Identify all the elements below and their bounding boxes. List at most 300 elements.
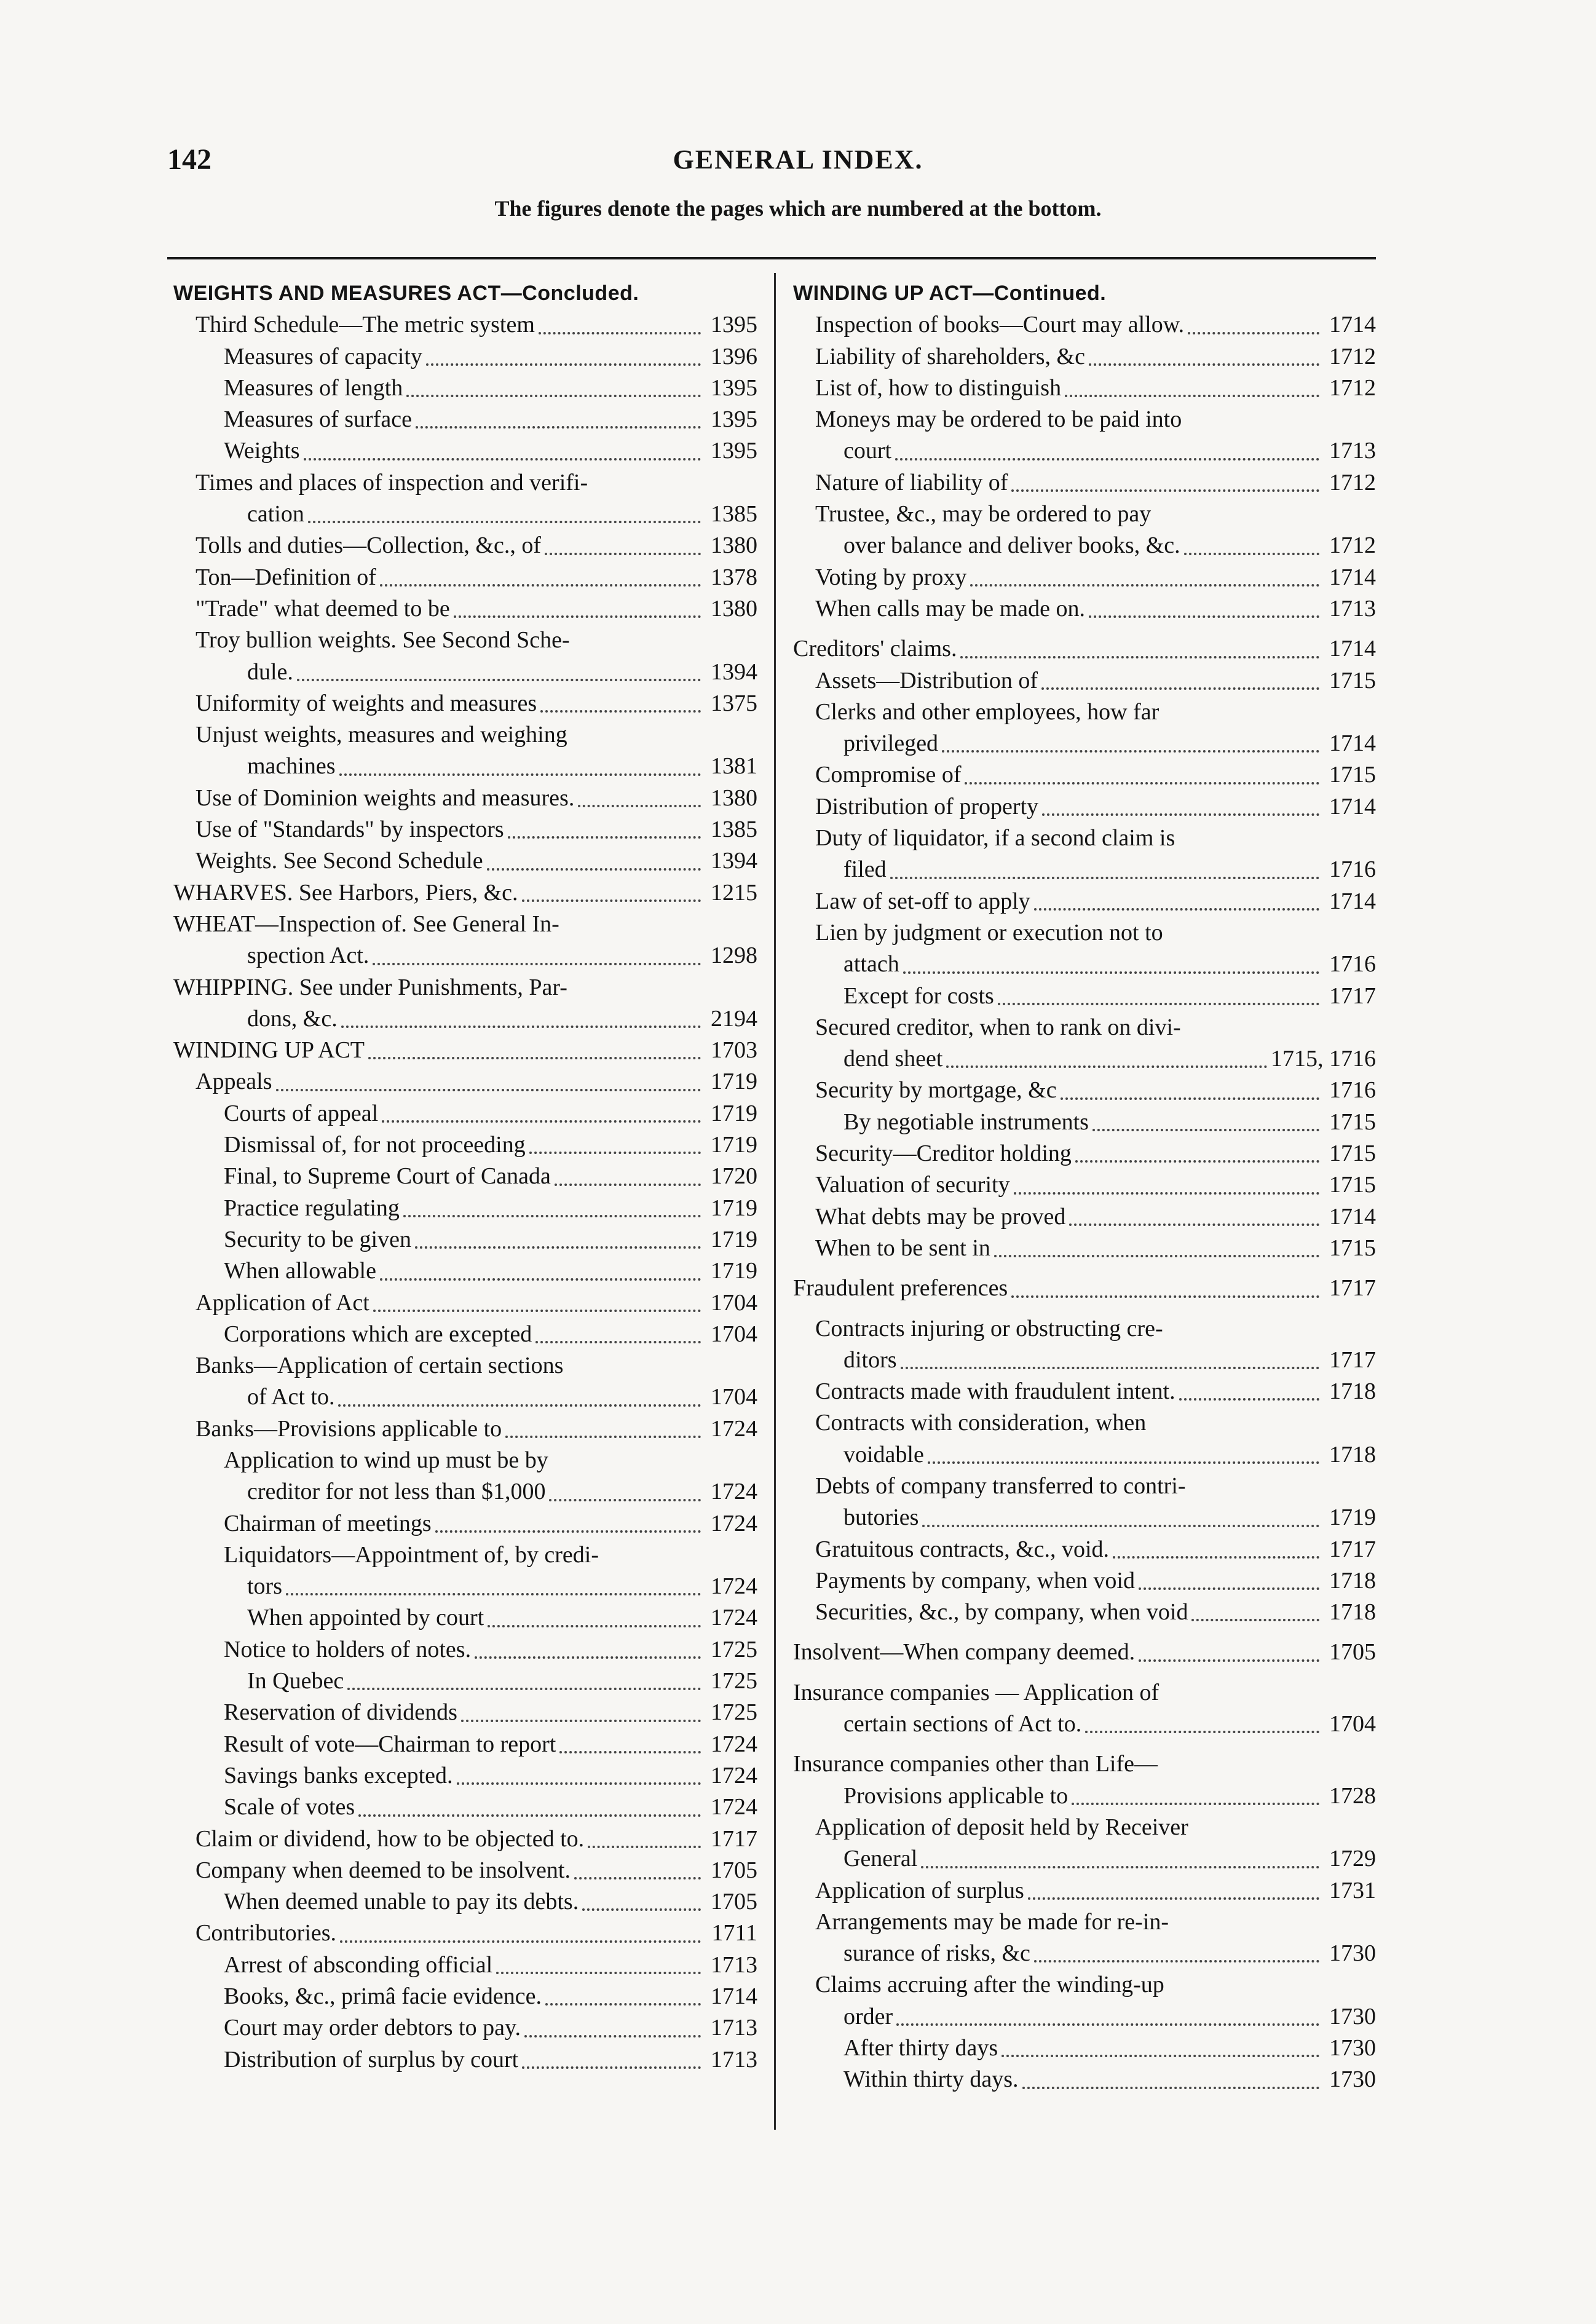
dot-leader [416,426,701,429]
entry-text: "Trade" what deemed to be [196,595,450,622]
page-reference: 1731 [1329,1877,1376,1903]
page-reference: 1705 [1329,1639,1376,1666]
entry-text: Company when deemed to be insolvent. [196,1857,571,1883]
dot-leader [578,805,701,807]
entry-text: Contracts with consideration, when [815,1410,1147,1436]
index-entry [173,1508,757,1539]
dot-leader [1139,1659,1319,1662]
index-entry [793,1969,1376,2001]
entry-text: Compromise of [815,762,962,788]
entry-text: Tolls and duties—Collection, &c., of [196,532,541,559]
index-entry [173,814,757,845]
dot-leader [358,1814,701,1817]
dot-leader [942,750,1319,753]
dot-leader [1092,1129,1319,1131]
index-entry [793,665,1376,697]
entry-text: over balance and deliver books, &c. [843,532,1180,559]
entry-text: Arrangements may be made for re-in- [815,1908,1169,1935]
index-entry [173,373,757,404]
index-entry [793,633,1376,665]
entry-text: Liability of shareholders, &c [815,343,1085,370]
entry-text: Fraudulent preferences [793,1275,1008,1302]
index-entry [173,1003,757,1035]
index-entry [173,1760,757,1792]
entry-text: order [843,2003,893,2030]
index-entry [793,467,1376,499]
dot-leader [435,1530,701,1533]
page-reference: 1705 [711,1857,757,1883]
dot-leader [1139,1587,1319,1590]
entry-text: Contracts made with fraudulent intent. [815,1378,1175,1405]
index-entry [793,1843,1376,1875]
index-entry [173,2012,757,2044]
page-reference: 1715 [1329,667,1376,694]
dot-leader [341,1026,701,1028]
entry-text: Use of "Standards" by inspectors [196,816,504,843]
index-entry [793,1376,1376,1407]
page-reference: 1215 [711,879,757,906]
page-reference: 1715 [1329,762,1376,788]
dot-leader [1191,1619,1319,1621]
page-reference: 1719 [1329,1504,1376,1531]
entry-text: Securities, &c., by company, when void [815,1599,1188,1626]
index-entry [173,1224,757,1255]
entry-text: Corporations which are excepted [224,1321,532,1347]
page-reference: 1725 [711,1636,757,1662]
entry-text: Dismissal of, for not proceeding [224,1132,526,1158]
dot-leader [1075,1160,1319,1163]
dot-leader [380,1278,701,1281]
page-reference: 1719 [711,1195,757,1221]
entry-text: ditors [843,1346,897,1373]
page-reference: 1395 [711,438,757,464]
entry-text: Security—Creditor holding [815,1140,1072,1167]
dot-leader [545,553,701,555]
index-entry [173,1634,757,1666]
dot-leader [559,1751,701,1753]
dot-leader [505,1436,701,1438]
dot-leader [403,1215,701,1217]
index-entry [793,1439,1376,1471]
page-reference: 1724 [711,1415,757,1442]
entry-text: Assets—Distribution of [815,667,1038,694]
entry-text: Appeals [196,1069,272,1095]
page-reference: 1395 [711,406,757,433]
index-entry [173,1066,757,1097]
index-entry [793,1637,1376,1668]
dot-leader [555,1184,701,1186]
dot-leader [1028,1897,1319,1900]
dot-leader [522,899,701,902]
index-entry [793,823,1376,854]
dot-leader [347,1688,701,1690]
entry-text: Insolvent—When company deemed. [793,1639,1136,1666]
index-entry [173,1129,757,1161]
index-entry [793,1107,1376,1138]
page-reference: 1711 [711,1920,757,1947]
dot-leader [970,584,1319,587]
index-entry [173,1918,757,1949]
page-reference: 1715 [1329,1140,1376,1167]
index-entry [793,341,1376,373]
index-entry [173,1381,757,1413]
page-reference: 1704 [711,1289,757,1316]
entry-text: Weights. See Second Schedule [196,848,483,874]
index-entry [793,278,1376,309]
entry-text: When allowable [224,1258,376,1284]
page-reference: 1718 [1329,1599,1376,1626]
dot-leader [380,584,701,587]
dot-leader [965,782,1319,785]
entry-text: Weights [224,438,300,464]
entry-text: filed [843,856,887,883]
page-reference: 1705 [711,1889,757,1915]
entry-text: Chairman of meetings [224,1510,432,1536]
index-entry [173,877,757,909]
index-entry [173,593,757,625]
entry-text: WEIGHTS AND MEASURES ACT—Concluded. [173,282,639,305]
entry-text: Within thirty days. [843,2066,1019,2093]
index-entry [173,751,757,782]
page-reference: 1714 [1329,793,1376,820]
page-reference: 2194 [711,1005,757,1032]
index-entry [793,1597,1376,1628]
index-entry [173,625,757,656]
dot-leader [426,363,701,366]
page-reference: 1719 [711,1100,757,1126]
entry-text: Nature of liability of [815,469,1008,496]
page-reference: 1716 [1329,951,1376,978]
entry-text: Notice to holders of notes. [224,1636,472,1662]
dot-leader [340,1940,701,1943]
index-entry [173,688,757,719]
entry-text: attach [843,951,899,978]
dot-leader [373,1310,701,1312]
index-entry [173,1666,757,1697]
index-entry [793,2033,1376,2064]
page-reference: 1724 [711,1794,757,1820]
column-divider [774,273,776,2130]
index-entry [173,562,757,593]
page-reference: 1730 [1329,2003,1376,2030]
page-reference: 1717 [1329,1346,1376,1373]
entry-text: Savings banks excepted. [224,1762,453,1788]
entry-text: Application of surplus [815,1877,1024,1903]
page-reference: 1704 [711,1384,757,1410]
dot-leader [529,1152,701,1154]
index-entry [793,435,1376,467]
index-entry [793,1565,1376,1597]
page-reference: 1395 [711,312,757,338]
entry-text: General [843,1846,918,1872]
page-reference: 1724 [711,1479,757,1505]
index-entry [793,981,1376,1012]
page-reference: 1714 [1329,636,1376,662]
page-reference: 1380 [711,595,757,622]
entry-text: Books, &c., primâ facie evidence. [224,1983,542,2010]
index-entry [173,1035,757,1066]
page-reference: 1725 [711,1699,757,1726]
dot-leader [1034,1960,1319,1962]
index-entry [173,2044,757,2076]
index-entry [793,1169,1376,1201]
dot-leader [1085,1731,1319,1733]
dot-leader [582,1908,701,1911]
entry-text: Insurance companies — Application of [793,1679,1159,1705]
page-reference: 1381 [711,753,757,780]
entry-text: Ton—Definition of [196,564,376,590]
page-reference: 1724 [711,1510,757,1536]
index-entry [173,657,757,688]
dot-leader [574,1877,701,1879]
index-entry [793,1201,1376,1233]
entry-text: WHEAT—Inspection of. See General In- [173,911,559,937]
page-reference: 1724 [711,1573,757,1600]
entry-text: Moneys may be ordered to be paid into [815,406,1182,433]
page-reference: 1714 [1329,888,1376,914]
index-entry [173,467,757,499]
page-reference: 1380 [711,785,757,811]
dot-leader [1184,553,1319,555]
page-reference: 1714 [1329,312,1376,338]
index-entry [793,2001,1376,2033]
dot-leader [588,1846,701,1848]
page-reference: 1720 [711,1163,757,1190]
entry-text: By negotiable instruments [843,1109,1089,1135]
page-reference: 1713 [711,2046,757,2073]
index-entry [793,1938,1376,1969]
dot-leader [338,1404,701,1407]
dot-leader [373,963,701,965]
index-entry [793,562,1376,593]
entry-text: WINDING UP ACT—Continued. [793,282,1107,305]
page-reference: 1375 [711,690,757,716]
page-reference: 1714 [1329,730,1376,757]
entry-text: Third Schedule—The metric system [196,312,535,338]
dot-leader [539,332,701,334]
entry-text: voidable [843,1441,924,1468]
entry-text: Payments by company, when void [815,1567,1135,1594]
entry-text: Troy bullion weights. See Second Sche- [196,627,570,654]
entry-text: WHARVES. See Harbors, Piers, &c. [173,879,518,906]
index-entry [793,854,1376,885]
entry-text: Final, to Supreme Court of Canada [224,1163,551,1190]
index-entry [793,1407,1376,1439]
index-entry [173,1539,757,1571]
dot-leader [461,1720,701,1722]
dot-leader [454,615,701,618]
entry-text: Uniformity of weights and measures [196,690,537,716]
page-reference: 1719 [711,1132,757,1158]
entry-text: Lien by judgment or execution not to [815,919,1163,946]
index-entry [793,1138,1376,1169]
page-title: GENERAL INDEX. [673,144,923,175]
entry-text: When to be sent in [815,1235,990,1261]
entry-text: dons, &c. [247,1005,338,1032]
entry-text: Result of vote—Chairman to report [224,1731,556,1757]
index-entry [173,435,757,467]
entry-text: When calls may be made on. [815,595,1085,622]
dot-leader [368,1057,701,1059]
index-entry [793,1812,1376,1843]
dot-leader [946,1065,1267,1068]
dot-leader [545,2003,701,2006]
dot-leader [540,710,701,713]
dot-leader [522,2066,701,2069]
entry-text: butories [843,1504,919,1531]
entry-text: Gratuitous contracts, &c., void. [815,1536,1110,1562]
index-entry [793,886,1376,917]
entry-text: of Act to. [247,1384,335,1410]
entry-text: Court may order debtors to pay. [224,2015,521,2041]
page-reference: 1712 [1329,374,1376,401]
page-reference: 1713 [711,2015,757,2041]
index-entry [173,499,757,530]
page-reference: 1715, 1716 [1271,1046,1376,1072]
index-entry [793,309,1376,341]
entry-text: Distribution of property [815,793,1039,820]
page-reference: 1715 [1329,1172,1376,1198]
index-entry [793,728,1376,759]
index-entry [173,1950,757,1981]
index-entry [173,404,757,435]
page-reference: 1713 [711,1951,757,1978]
page-reference: 1716 [1329,856,1376,883]
dot-leader [1089,363,1319,366]
dot-leader [308,521,701,523]
entry-text: surance of risks, &c [843,1940,1030,1967]
entry-text: Voting by proxy [815,564,967,590]
index-entry [173,1350,757,1381]
index-entry [173,1098,757,1129]
entry-text: court [843,438,892,464]
page-reference: 1378 [711,564,757,590]
page-reference: 1719 [711,1226,757,1252]
entry-text: Security by mortgage, &c [815,1077,1057,1104]
index-entry [173,1287,757,1319]
page-reference: 1728 [1329,1782,1376,1809]
dot-leader [890,877,1319,879]
index-entry [173,1319,757,1350]
index-entry [173,1602,757,1634]
entry-text: machines [247,753,336,780]
entry-text: Reservation of dividends [224,1699,457,1726]
index-entry [793,1502,1376,1533]
dot-leader [896,2023,1319,2026]
dot-leader [903,971,1319,974]
entry-text: Insurance companies other than Life— [793,1751,1158,1777]
dot-leader [922,1525,1319,1527]
index-entry [793,1709,1376,1740]
entry-text: Debts of company transferred to contri- [815,1472,1186,1499]
entry-text: Measures of surface [224,406,412,433]
page-reference: 1298 [711,943,757,969]
dot-leader [1188,332,1319,334]
entry-text: Contracts injuring or obstructing cre- [815,1315,1163,1342]
entry-text: Valuation of security [815,1172,1010,1198]
dot-leader [297,679,701,681]
index-entry [173,341,757,373]
page-reference: 1713 [1329,595,1376,622]
dot-leader [1113,1556,1319,1559]
dot-leader [960,656,1319,658]
index-entry [173,1792,757,1823]
entry-text: Banks—Provisions applicable to [196,1415,502,1442]
index-entry [173,1697,757,1728]
page-reference: 1703 [711,1037,757,1064]
dot-leader [1034,908,1319,911]
dot-leader [998,1003,1319,1005]
page-reference: 1385 [711,816,757,843]
entry-text: Measures of length [224,374,403,401]
entry-text: Duty of liquidator, if a second claim is [815,825,1175,852]
page-reference: 1724 [711,1762,757,1788]
dot-leader [276,1089,701,1091]
index-entry [173,1161,757,1192]
entry-text: Measures of capacity [224,343,422,370]
index-entry [173,719,757,751]
page-reference: 1730 [1329,1940,1376,1967]
index-entry [173,1255,757,1287]
index-entry [173,783,757,814]
page-reference: 1714 [711,1983,757,2010]
page-reference: 1718 [1329,1441,1376,1468]
dot-leader [1022,2087,1320,2089]
dot-leader [488,1625,701,1627]
page-reference: 1395 [711,374,757,401]
entry-text: Practice regulating [224,1195,400,1221]
dot-leader [496,1972,701,1974]
entry-text: Creditors' claims. [793,636,957,662]
page-reference: 1719 [711,1258,757,1284]
index-entry [793,949,1376,980]
index-entry [173,530,757,561]
index-entry [173,1476,757,1508]
index-entry [173,1571,757,1602]
dot-leader [1089,615,1319,618]
page-reference: 1716 [1329,1077,1376,1104]
page-reference: 1715 [1329,1109,1376,1135]
entry-text: Secured creditor, when to rank on divi- [815,1014,1181,1040]
index-entry [793,1677,1376,1709]
dot-leader [286,1593,701,1595]
entry-text: When deemed unable to pay its debts. [224,1889,579,1915]
entry-text: Security to be given [224,1226,411,1252]
page-reference: 1712 [1329,343,1376,370]
index-entry [173,278,757,309]
dot-leader [406,395,701,397]
dot-leader [304,458,701,460]
page-reference: 1719 [711,1069,757,1095]
dot-leader [895,458,1319,460]
entry-text: Banks—Application of certain sections [196,1353,564,1379]
dot-leader [1014,1192,1319,1195]
entry-text: Law of set-off to apply [815,888,1030,914]
entry-text: Arrest of absconding official [224,1951,493,1978]
index-entry [173,909,757,940]
entry-text: Scale of votes [224,1794,355,1820]
entry-text: What debts may be proved [815,1203,1066,1230]
entry-text: Claims accruing after the winding-up [815,1972,1164,1998]
dot-leader [1069,1223,1319,1226]
page-reference: 1717 [1329,1275,1376,1302]
dot-leader [1041,687,1319,690]
entry-text: dend sheet [843,1046,943,1072]
entry-text: WINDING UP ACT [173,1037,365,1064]
page-reference: 1729 [1329,1846,1376,1872]
index-entry [173,1445,757,1476]
dot-leader [928,1461,1319,1464]
